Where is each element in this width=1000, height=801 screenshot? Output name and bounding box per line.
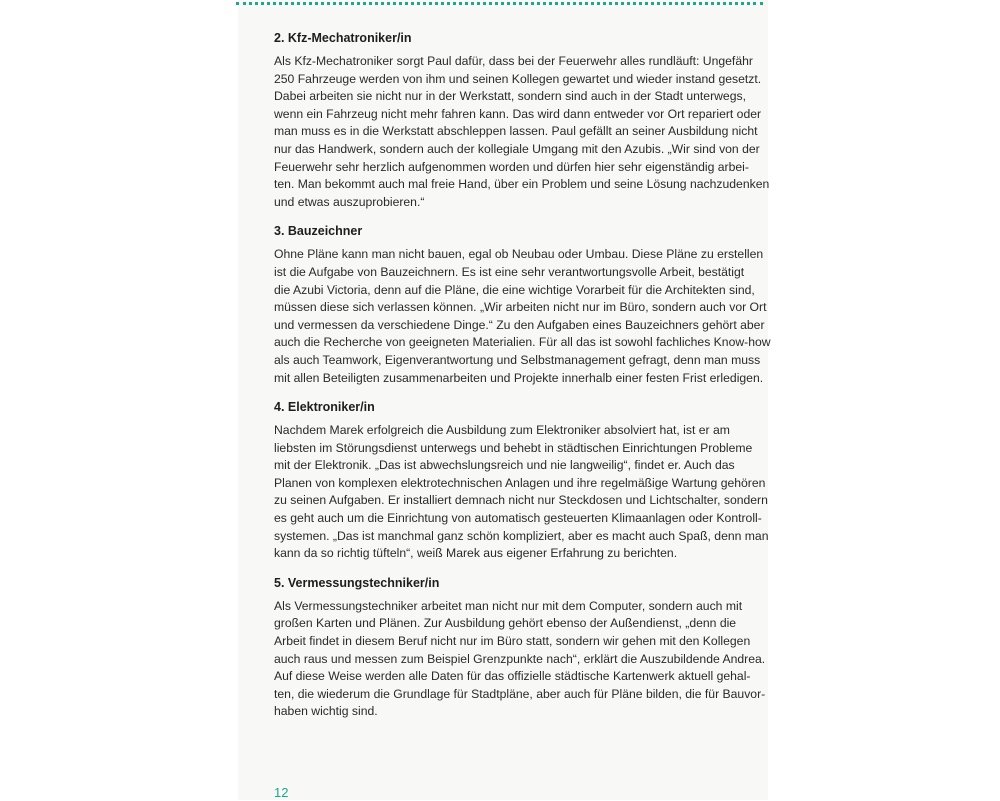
paragraph-line: auch die Recherche von geeigneten Materialien. Für all das ist sowohl fachliches Know-how	[274, 335, 771, 350]
section-paragraph	[274, 246, 771, 387]
section-paragraph	[274, 598, 764, 721]
paragraph-line: man muss es in die Werkstatt abschleppen lassen. Paul gefällt an seiner Ausbildung nicht	[274, 124, 758, 139]
paragraph-line: Nachdem Marek erfolgreich die Ausbildung zum Elektroniker absolviert hat, ist er am	[274, 423, 730, 438]
paragraph-line: kann da so richtig tüfteln“, weiß Marek aus eigener Erfahrung zu berichten.	[274, 546, 678, 561]
article-body	[274, 31, 771, 721]
paragraph-line: auch raus und messen zum Beispiel Grenzpunkte nach“, erklärt die Auszubildende Andrea.	[274, 651, 766, 666]
paragraph-line: Feuerwehr sehr herzlich aufgenommen worden und dürfen hier sehr eigenständig arbei-	[274, 159, 749, 174]
paragraph-line: die Azubi Victoria, denn auf die Pläne, die eine wichtige Vorarbeit für die Architekten sind,	[274, 282, 755, 297]
paragraph-line: müssen diese sich verlassen können. „Wir arbeiten nicht nur im Büro, sondern auch vor Ort	[274, 300, 767, 315]
paragraph-line: ist die Aufgabe von Bauzeichnern. Es ist eine sehr verantwortungsvolle Arbeit, bestätigt	[274, 264, 745, 279]
paragraph-line: Planen von komplexen elektrotechnischen Anlagen und ihre regelmäßige Wartung gehören	[274, 475, 766, 490]
paragraph-line: ten, die wiederum die Grundlage für Stadtpläne, aber auch für Pläne bilden, die für Bauvor-	[274, 686, 766, 701]
paragraph-line: Dabei arbeiten sie nicht nur in der Werkstatt, sondern sind auch in der Stadt unterwegs,	[274, 89, 746, 104]
paragraph-line: 250 Fahrzeuge werden von ihm und seinen Kollegen gewartet und wieder instand gesetzt.	[274, 71, 762, 86]
paragraph-line: Arbeit findet in diesem Beruf nicht nur im Büro statt, sondern wir gehen mit den Kollegen	[274, 634, 751, 649]
section-kfz-mechatroniker	[274, 31, 770, 211]
paragraph-line: systemen. „Das ist manchmal ganz schön kompliziert, aber es macht auch Spaß, denn man	[274, 528, 769, 543]
paragraph-line: Als Vermessungstechniker arbeitet man nicht nur mit dem Computer, sondern auch mit	[274, 598, 743, 613]
section-heading: 2. Kfz-Mechatroniker/in	[274, 31, 412, 45]
paragraph-line: großen Karten und Plänen. Zur Ausbildung gehört ebenso der Außendienst, „denn die	[274, 616, 737, 631]
page-number: 12	[274, 785, 289, 800]
paragraph-line: liebsten im Störungsdienst unterwegs und behebt in städtischen Einrichtungen Probleme	[274, 440, 753, 455]
section-vermessungstechniker	[274, 576, 764, 721]
paragraph-line: und vermessen da verschiedene Dinge.“ Zu den Aufgaben eines Bauzeichners gehört aber	[274, 317, 765, 332]
section-paragraph	[274, 422, 769, 563]
paragraph-line: Auf diese Weise werden alle Daten für das offizielle städtische Kartenwerk aktuell gehal-	[274, 669, 751, 684]
section-heading: 5. Vermessungstechniker/in	[274, 575, 440, 590]
paragraph-line: haben wichtig sind.	[274, 704, 378, 719]
paragraph-line: es geht auch um die Einrichtung von automatisch gesteuerten Klimaanlagen oder Kontroll-	[274, 511, 762, 526]
paragraph-line: nur das Handwerk, sondern auch der kollegiale Umgang mit den Azubis. „Wir sind von der	[274, 141, 760, 156]
top-dotted-rule	[236, 2, 763, 5]
paragraph-line: und etwas auszuprobieren.“	[274, 194, 425, 209]
paragraph-line: Als Kfz-Mechatroniker sorgt Paul dafür, dass bei der Feuerwehr alles rundläuft: Ungefähr	[274, 54, 753, 68]
paragraph-line: wenn ein Fahrzeug nicht mehr fahren kann. Das wird dann entweder vor Ort repariert oder	[274, 106, 762, 121]
paragraph-line: ten. Man bekommt auch mal freie Hand, über ein Problem und seine Lösung nachzudenken	[274, 177, 770, 192]
paragraph-line: zu seinen Aufgaben. Er installiert demnach nicht nur Steckdosen und Lichtschalter, sondern	[274, 493, 768, 508]
paragraph-line: mit der Elektronik. „Das ist abwechslungsreich und nie langweilig“, findet er. Auch das	[274, 458, 735, 473]
paragraph-line: als auch Teamwork, Eigenverantwortung und Selbstmanagement gefragt, denn man muss	[274, 352, 761, 367]
paragraph-line: mit allen Beteiligten zusammenarbeiten und Projekte innerhalb einer festen Frist erledigen.	[274, 370, 764, 385]
section-elektroniker	[274, 400, 769, 563]
section-bauzeichner	[274, 224, 771, 387]
paragraph-line: Ohne Pläne kann man nicht bauen, egal ob Neubau oder Umbau. Diese Pläne zu erstellen	[274, 247, 764, 262]
section-heading: 3. Bauzeichner	[274, 224, 363, 239]
section-paragraph	[274, 53, 770, 211]
section-heading: 4. Elektroniker/in	[274, 400, 375, 415]
